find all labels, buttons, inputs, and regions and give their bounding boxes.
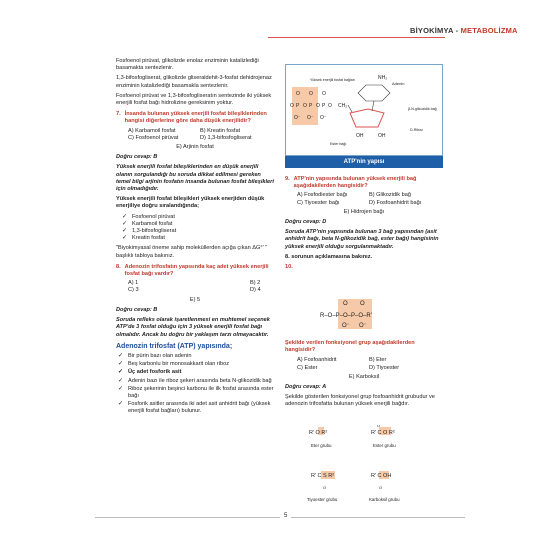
right-column — [285, 176, 443, 271]
question-text: Adenozin trifosfatın yapısında kaç adet yüksek enerjili fosfat bağı vardır? — [124, 263, 269, 278]
question-number: 7. — [116, 111, 121, 118]
svg-text:R' C OH: R' C OH — [371, 473, 392, 479]
question-number: 9. — [285, 176, 290, 182]
list-item: ✓ 1,3-bifosfogliserat — [122, 228, 274, 235]
option-c[interactable]: C) Tiyoester bağı — [297, 199, 340, 206]
label-thioester-group: Tiyoester grubu — [307, 497, 338, 502]
svg-text:CH₂: CH₂ — [338, 103, 348, 109]
svg-text:O⁻: O⁻ — [359, 323, 367, 329]
svg-text:O: O — [303, 103, 307, 109]
svg-text:P: P — [296, 103, 300, 109]
label-carboxyl-group: Karboksil grubu — [369, 497, 400, 502]
option-d[interactable]: D) Fosfoanhidrit bağı — [369, 199, 422, 206]
header-topic: METABOLİZMA — [460, 26, 518, 35]
q8-options — [128, 280, 274, 294]
page-number: 5 — [280, 513, 291, 519]
ester-bond-line — [348, 105, 352, 112]
explanation-q10: Şekilde gösterilen fonksiyonel grup fosfoanhidrit grubudur ve adenozin trifosfatta bulunan yüksek enerjili bağdır. — [285, 394, 435, 408]
answer-q7: Doğru cevap: B — [116, 154, 158, 161]
question-10 — [285, 264, 443, 271]
left-column — [116, 58, 274, 417]
list-item: ✓ Fosforik asitler arasında iki adet asit anhidrit bağı (yüksek enerjili fosfat bağları) bulunur. — [116, 401, 274, 415]
question-8 — [116, 264, 274, 278]
option-c[interactable]: C) 3 — [128, 287, 139, 294]
svg-text:O: O — [379, 485, 383, 490]
list-item: ✓ Karbamoil fosfat — [122, 221, 274, 228]
atp-structure-figure — [285, 64, 443, 156]
atp-structure-list — [116, 353, 274, 416]
ranking-intro: Yüksek enerjili fosfat bileşikleri yüksek enerjiden düşük enerjiliye doğru sıralandığında; — [116, 196, 265, 210]
option-d[interactable]: D) 1,3-bifosfogliserat — [200, 134, 252, 141]
atp-molecule-diagram — [286, 65, 442, 155]
label-n-glycosidic: β-N-glikozidik bağ — [408, 107, 437, 111]
answer-q9: Doğru cevap: D — [285, 219, 327, 226]
label-ribose: D-Riboz — [410, 128, 423, 132]
question-number: 10. — [285, 264, 293, 271]
adenine-ring — [358, 85, 390, 101]
svg-text:O: O — [377, 425, 381, 428]
option-b[interactable]: B) Eter — [369, 357, 387, 364]
header-subject: BİYOKİMYA - — [410, 26, 461, 35]
question-number: 8. — [116, 263, 121, 270]
answer-q8: Doğru cevap: B — [116, 306, 158, 313]
paragraph-pep: Fosfoenol pirüvat, glikolizde enolaz enziminin katalizlediği basamakta sentezlenir. — [116, 58, 259, 72]
explanation-q8: Soruda refleks olarak işaretlenmesi en muhtemel seçenek ATP'de 3 fosfat olduğu için 3 yüksek enerjili fosfat bağı olmalıdır. Ancak bu doğru bir yaklaşım tarzı olmayacaktır. — [116, 317, 270, 338]
option-e[interactable]: E) Karboksil — [348, 373, 380, 380]
svg-text:O: O — [309, 91, 313, 97]
option-a[interactable]: A) Fosfoanhidrit — [297, 357, 337, 364]
question-text: İnsanda bulunan yüksek enerjili fosfat bileşiklerinden hangisi diğerlerine göre daha düşük enerjilidir? — [124, 111, 267, 125]
option-b[interactable]: B) Glikozidik bağ — [369, 192, 411, 199]
question-text: ATP'nin yapısında bulunan yüksek enerjili bağ aşağıdakilerden hangisidir? — [293, 176, 417, 190]
option-e[interactable]: E) Arjinin fosfat — [176, 144, 214, 151]
right-column-q10 — [285, 340, 443, 412]
question-9 — [285, 176, 443, 190]
svg-text:P: P — [322, 103, 326, 109]
running-header — [410, 26, 518, 35]
option-c[interactable]: C) Ester — [297, 364, 318, 371]
list-item: ✓ Riboz şekerinin beşinci karbonu ile ilk fosfat arasında ester bağı — [116, 386, 274, 400]
svg-text:O: O — [343, 301, 348, 307]
svg-text:O: O — [360, 301, 365, 307]
question-text: Şekilde verilen fonksiyonel grup aşağıdakilerden hangisidir? — [285, 340, 415, 354]
option-d[interactable]: D) 4 — [250, 287, 261, 294]
list-item: ✓ Üç adet fosforik asit — [116, 369, 274, 376]
list-item: ✓ Beş karbonlu bir monosakkarit olan riboz — [116, 361, 274, 368]
label-ether-group: Eter grubu — [311, 443, 332, 448]
option-b[interactable]: B) Kreatin fosfat — [200, 127, 241, 134]
svg-text:R–O–P–O–P–O–R': R–O–P–O–P–O–R' — [320, 313, 372, 319]
list-item: ✓ Adenin bazı ile riboz şekeri arasında beta N-glikozidik bağ — [116, 378, 274, 385]
svg-text:O: O — [322, 91, 326, 97]
section-title-atp: Adenozin trifosfat (ATP) yapısında; — [116, 342, 233, 350]
q7-options — [128, 128, 274, 142]
explanation-q7: Yüksek enerjili fosfat bileşiklerinden en düşük enerjili olanın sorgulandığı bu soruda dikkat edilmesi gereken temel bilgi arjinin fosfatın insanda bulunan fosfat bileşikleri için olmadığıdır. — [116, 164, 274, 193]
svg-text:O: O — [323, 485, 327, 490]
option-a[interactable]: A) 1 — [128, 280, 139, 287]
answer-q10: Doğru cevap: A — [285, 384, 327, 391]
option-a[interactable]: A) Fosfodiester bağı — [297, 192, 348, 199]
reference-note: 8. sorunun açıklamasına bakınız. — [285, 253, 373, 260]
svg-text:R' O R²: R' O R² — [309, 430, 328, 436]
figure-caption: ATP'nin yapısı — [285, 156, 443, 168]
option-e[interactable]: E) 5 — [189, 296, 201, 303]
label-ester-group: Ester grubu — [373, 443, 396, 448]
paragraph-bpg: 1,3-bifosfogliserat, glikolizde gliseraldehit-3-fosfat dehidrojenaz enziminin katalizlediği basamakla sentezlenir. — [116, 75, 272, 89]
svg-text:O: O — [316, 103, 320, 109]
svg-text:R' C S R²: R' C S R² — [311, 473, 335, 479]
svg-text:OH: OH — [356, 133, 364, 139]
svg-text:OH: OH — [378, 133, 386, 139]
q10-options — [297, 357, 443, 371]
paragraph-no-hydrolysis: Fosfoenol pirüvat ve 1,3-bifosfogliseratın sentezinde iki yüksek enerjili fosfat bağı hidrolizine gereksinim yoktur. — [116, 92, 272, 107]
list-item: ✓ Fosfoenol pirüvat — [122, 214, 274, 221]
option-c[interactable]: C) Fosfoenol pirüvat — [128, 134, 179, 141]
svg-text:O: O — [328, 103, 332, 109]
table-reference: "Biyokimyasal öneme sahip moleküllerden açığa çıkan ΔG°' " başlıklı tabloya bakınız. — [116, 245, 268, 259]
energy-ranking-list — [122, 214, 274, 243]
question-7 — [116, 111, 274, 125]
label-adenine: Adenin — [392, 81, 405, 86]
q9-options — [297, 192, 443, 206]
list-item: ✓ Bir pürin bazı olan adenin — [116, 353, 274, 360]
option-d[interactable]: D) Tiyoester — [369, 364, 400, 371]
option-b[interactable]: B) 2 — [250, 280, 261, 287]
svg-text:O: O — [296, 91, 300, 97]
svg-text:O⁻: O⁻ — [294, 115, 301, 121]
label-high-energy: Yüksek enerjili fosfat bağları — [310, 78, 355, 82]
label-ester: Ester bağı — [330, 142, 347, 146]
svg-text:O⁻: O⁻ — [342, 323, 350, 329]
svg-text:O: O — [290, 103, 294, 109]
svg-text:O⁻: O⁻ — [307, 115, 314, 121]
phosphoanhydride-figure — [318, 297, 402, 331]
svg-text:O⁻: O⁻ — [320, 115, 327, 121]
svg-text:NH₂: NH₂ — [378, 75, 388, 81]
svg-text:R' C O R²: R' C O R² — [371, 430, 395, 436]
svg-text:P: P — [309, 103, 313, 109]
option-e[interactable]: E) Hidrojen bağı — [343, 208, 385, 215]
list-item: ✓ Kreatin fosfat — [122, 235, 274, 242]
functional-groups-figure — [305, 425, 425, 511]
header-rule — [268, 37, 445, 38]
option-a[interactable]: A) Karbamoil fosfat — [128, 127, 176, 134]
explanation-q9: Soruda ATP'nin yapısında bulunan 3 bağ yapısından (asit anhidrit bağı, beta N-glikozidik bağ, ester bağı) hangisinin yüksek enerjili olduğu sorgulanmaktadır. — [285, 229, 439, 250]
glycosidic-bond-line — [372, 101, 374, 111]
ribose-ring — [350, 109, 384, 127]
